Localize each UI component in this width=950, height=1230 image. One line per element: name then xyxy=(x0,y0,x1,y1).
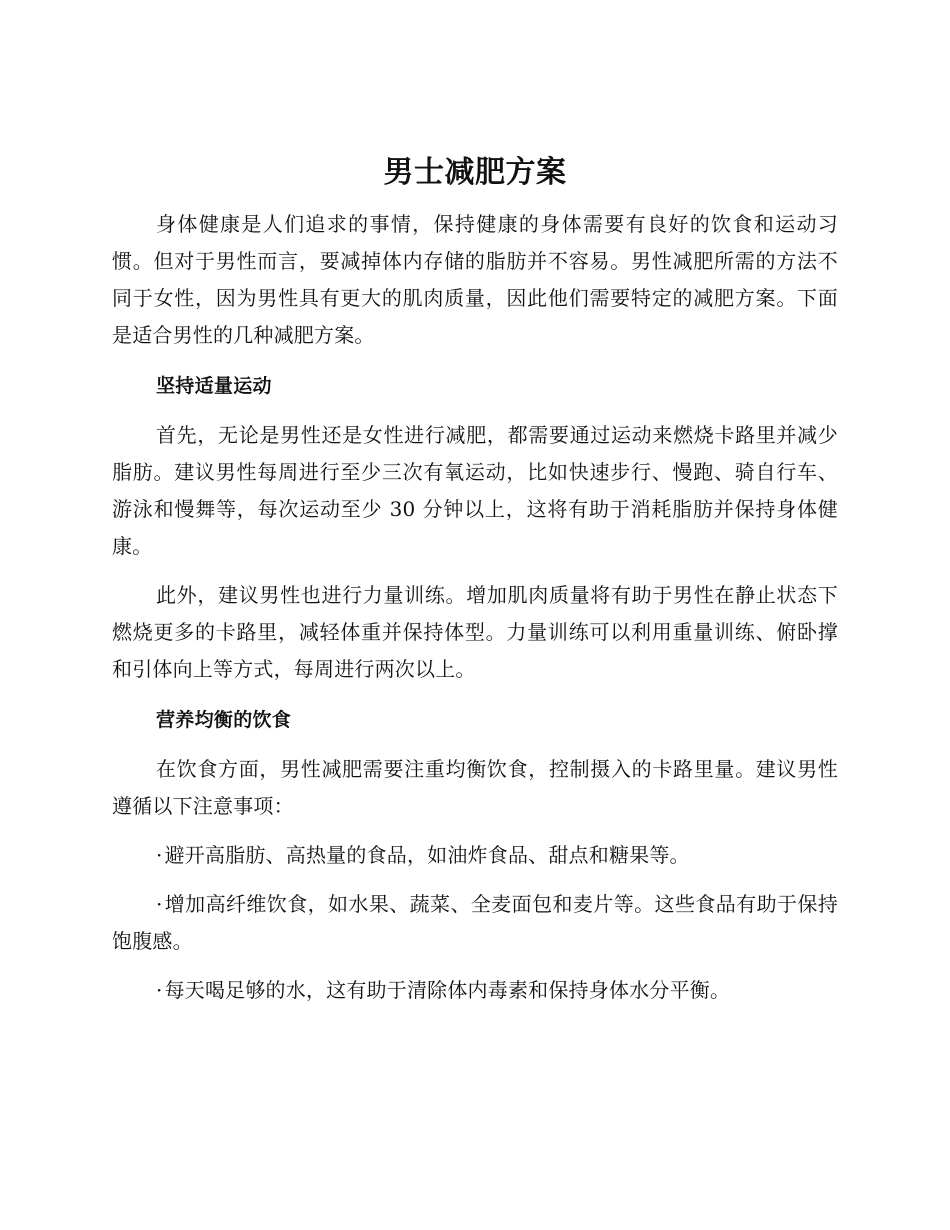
exercise-paragraph-2: 此外，建议男性也进行力量训练。增加肌肉质量将有助于男性在静止状态下燃烧更多的卡路里，减轻体重并保持体型。力量训练可以利用重量训练、俯卧撑和引体向上等方式，每周进行两次以上。 xyxy=(112,583,838,681)
section-heading-exercise: 坚持适量运动 xyxy=(156,375,272,397)
exercise-paragraph-1: 首先，无论是男性还是女性进行减肥，都需要通过运动来燃烧卡路里并减少脂肪。建议男性每周进行至少三次有氧运动，比如快速步行、慢跑、骑自行车、游泳和慢舞等，每次运动至少 30 分钟以上，这将有助于消耗脂肪并保持身体健康。 xyxy=(112,423,838,558)
document-title: 男士减肥方案 xyxy=(383,155,567,190)
diet-bullet-item xyxy=(112,837,838,874)
section-heading-diet: 营养均衡的饮食 xyxy=(156,709,292,731)
bullet-dot-icon: · xyxy=(156,892,163,916)
diet-bullet-item xyxy=(112,972,838,1009)
bullet-text: 避开高脂肪、高热量的食品，如油炸食品、甜点和糖果等。 xyxy=(164,843,690,867)
intro-paragraph: 身体健康是人们追求的事情，保持健康的身体需要有良好的饮食和运动习惯。但对于男性而言，要减掉体内存储的脂肪并不容易。男性减肥所需的方法不同于女性，因为男性具有更大的肌肉质量，因此他们需要特定的减肥方案。下面是适合男性的几种减肥方案。 xyxy=(112,212,838,347)
bullet-dot-icon: · xyxy=(156,843,163,867)
diet-bullet-item xyxy=(112,886,838,960)
document-body xyxy=(112,150,838,1021)
bullet-text: 每天喝足够的水，这有助于清除体内毒素和保持身体水分平衡。 xyxy=(164,978,731,1002)
diet-paragraph: 在饮食方面，男性减肥需要注重均衡饮食，控制摄入的卡路里量。建议男性遵循以下注意事项： xyxy=(112,757,838,818)
bullet-dot-icon: · xyxy=(156,978,163,1002)
bullet-text: 增加高纤维饮食，如水果、蔬菜、全麦面包和麦片等。这些食品有助于保持饱腹感。 xyxy=(112,892,838,953)
